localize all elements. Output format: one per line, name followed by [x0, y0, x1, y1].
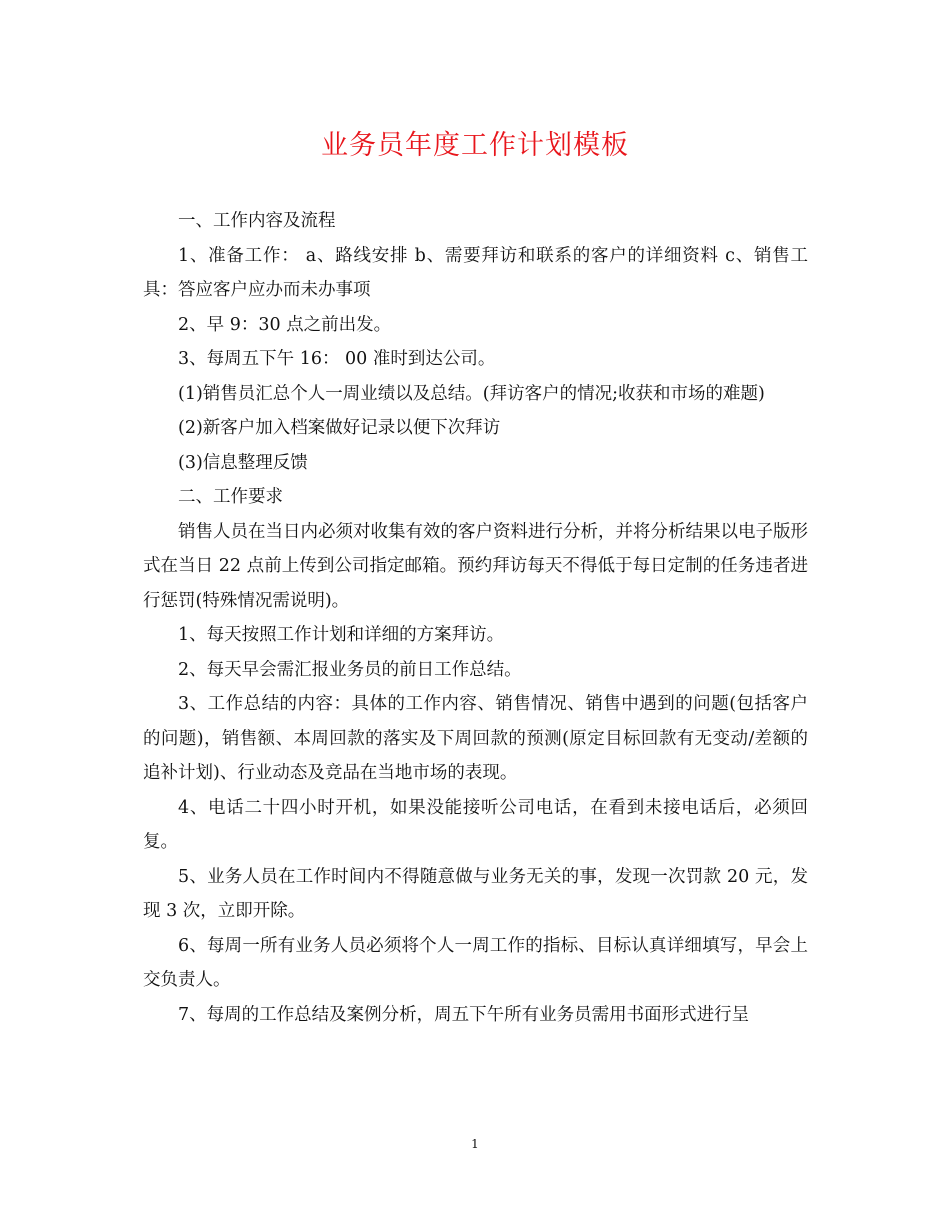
paragraph: 7、每周的工作总结及案例分析，周五下午所有业务员需用书面形式进行呈 [178, 1004, 750, 1025]
paragraph: 5、业务人员在工作时间内不得随意做与业务无关的事，发现一次罚款 20 元，发现 3 次，立即开除。 [143, 866, 808, 921]
paragraph: 6、每周一所有业务人员必须将个人一周工作的指标、目标认真详细填写，早会上交负责人。 [143, 935, 808, 990]
paragraph: 4、电话二十四小时开机，如果没能接听公司电话，在看到未接电话后，必须回复。 [143, 797, 808, 852]
paragraph: 2、每天早会需汇报业务员的前日工作总结。 [178, 659, 522, 680]
page-number: 1 [471, 1137, 479, 1151]
paragraph: 2、早 9：30 点之前出发。 [178, 314, 392, 335]
paragraph: (3)信息整理反馈 [178, 452, 308, 473]
document-body [143, 204, 808, 1032]
paragraph: 3、工作总结的内容：具体的工作内容、销售情况、销售中遇到的问题(包括客户的问题)，销售额、本周回款的落实及下周回款的预测(原定目标回款有无变动/差额的追补计划)、行业动态及竞品在当地市场的表现。 [143, 694, 808, 783]
paragraph: 1、每天按照工作计划和详细的方案拜访。 [178, 625, 505, 645]
section-heading: 一、工作内容及流程 [178, 211, 336, 231]
paragraph: (1)销售员汇总个人一周业绩以及总结。(拜访客户的情况;收获和市场的难题) [178, 383, 765, 404]
paragraph: 销售人员在当日内必须对收集有效的客户资料进行分析，并将分析结果以电子版形式在当日 22 点前上传到公司指定邮箱。预约拜访每天不得低于每日定制的任务违者进行惩罚(特殊情况需说明)。 [143, 521, 808, 611]
paragraph: 3、每周五下午 16： 00 准时到达公司。 [178, 349, 496, 369]
paragraph: 1、准备工作： a、路线安排 b、需要拜访和联系的客户的详细资料 c、销售工具：答应客户应办而未办事项 [143, 245, 808, 300]
paragraph: (2)新客户加入档案做好记录以便下次拜访 [178, 418, 501, 438]
section-heading: 二、工作要求 [178, 487, 283, 507]
document-title: 业务员年度工作计划模板 [321, 130, 629, 161]
